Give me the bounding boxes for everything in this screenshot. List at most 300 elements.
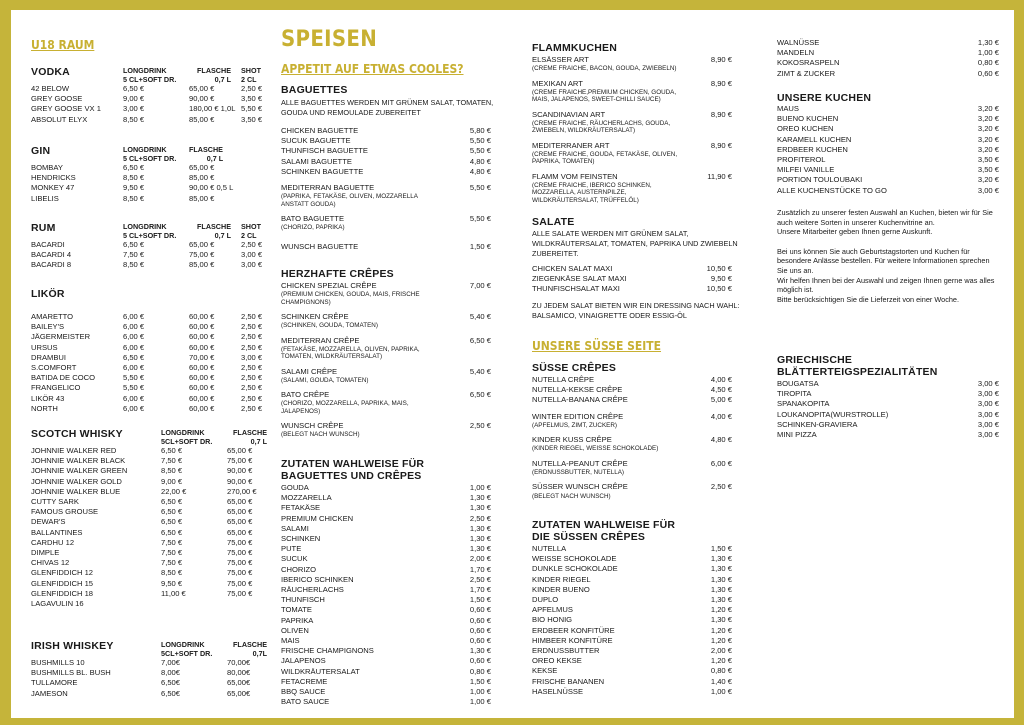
item-name: FETAKÄSE	[281, 503, 321, 513]
item-name: 42 BELOW	[31, 84, 69, 93]
screpe-item	[532, 385, 748, 395]
price-flasche: 70,00 €	[189, 352, 215, 362]
szutat-row	[532, 656, 748, 666]
item-price: 3,00 €	[977, 430, 999, 440]
item-price: 4,00 €	[710, 411, 732, 421]
flamm-column	[532, 10, 760, 718]
item-price: 5,80 €	[469, 126, 491, 135]
price-flasche: 70,00€	[227, 658, 251, 667]
price-flasche: 80,00€	[227, 668, 251, 678]
item-price: 4,50 €	[710, 385, 732, 395]
item-name: SCHINKEN-GRAVIERA	[777, 419, 858, 429]
zutat-row	[281, 595, 507, 605]
item-name: BACARDI 4	[31, 250, 72, 260]
screpe-item	[532, 482, 748, 500]
price-longdrink: 9,00 €	[123, 94, 145, 104]
flamm-list	[532, 55, 748, 204]
szutaten-list	[532, 544, 748, 697]
topping-row	[777, 69, 999, 79]
item-name: GOUDA	[281, 483, 309, 492]
kuchen-row	[777, 175, 999, 185]
scotch-row	[31, 507, 267, 517]
item-name: APFELMUS	[532, 605, 573, 615]
gin-title: GIN	[31, 145, 51, 157]
item-name: GREY GOOSE VX 1	[31, 104, 101, 114]
salate-intro: ALLE SALATE WERDEN MIT GRÜNEM SALAT, WILDKRÄUTERSALAT, TOMATEN, PAPRIKA UND ZWIEBELN ZUBEREITET.	[532, 229, 738, 258]
item-name: BACARDI 8	[31, 260, 72, 270]
med-baguette-name: MEDITERRAN BAGUETTE	[281, 183, 375, 193]
scotch-h1b: 5CL+SOFT DR.	[161, 437, 213, 446]
item-name: ALLE KUCHENSTÜCKE TO GO	[777, 185, 887, 195]
item-price: 0,80 €	[469, 666, 491, 676]
item-price: 1,30 €	[710, 564, 732, 574]
item-name: KINDER KUSS CRÊPE	[532, 435, 612, 445]
szutat-row	[532, 636, 748, 646]
item-name: MEDITERRANER ART	[532, 140, 610, 150]
item-head	[532, 110, 748, 120]
item-desc: (CREME FRAICHE, BACON, GOUDA, ZWIEBELN)	[532, 65, 677, 73]
zutat-row	[281, 534, 507, 544]
item-head	[532, 482, 748, 492]
item-name: BACARDI	[31, 240, 65, 249]
item-price: 4,00 €	[710, 375, 732, 384]
zutat-row	[281, 575, 507, 585]
irish-h2b: 0,7L	[252, 649, 267, 658]
price-flasche: 65,00 €	[227, 446, 253, 455]
gin-row	[31, 194, 267, 204]
item-name: MILFEI VANILLE	[777, 165, 835, 175]
item-price: 0,60 €	[469, 605, 491, 615]
scotch-row	[31, 497, 267, 507]
item-name: THUNFISCHSALAT MAXI	[532, 284, 620, 294]
scotch-row	[31, 589, 267, 599]
item-name: LIKÖR 43	[31, 393, 65, 403]
price-flasche: 60,00 €	[189, 312, 215, 321]
price-flasche: 75,00 €	[227, 537, 253, 547]
item-name: RÄUCHERLACHS	[281, 585, 344, 595]
baguette-row	[281, 126, 507, 136]
screpe-item	[532, 459, 748, 477]
item-name: NUTELLA-PEANUT CRÊPE	[532, 458, 628, 468]
item-price: 0,80 €	[710, 666, 732, 676]
price-longdrink: 9,50 €	[123, 183, 145, 193]
bato-baguette-name: BATO BAGUETTE	[281, 214, 345, 224]
crepe-item	[281, 281, 507, 306]
gin-row	[31, 173, 267, 183]
price-flasche: 75,00 €	[227, 588, 253, 598]
item-name: OREO KEKSE	[532, 656, 582, 666]
likor-row	[31, 353, 267, 363]
price-flasche: 60,00 €	[189, 332, 215, 342]
kuchen-row	[777, 135, 999, 145]
kuchen-info-5: Bitte berücksichtigen Sie die Lieferzeit von einer Woche.	[777, 294, 959, 304]
price-flasche: 65,00 €	[189, 84, 215, 93]
item-price: 1,00 €	[710, 686, 732, 696]
item-price: 1,30 €	[710, 584, 732, 594]
price-longdrink: 7,50 €	[161, 456, 183, 466]
price-longdrink: 8,50 €	[161, 466, 183, 476]
item-name: THUNFISCH	[281, 595, 325, 605]
vodka-h2b: 0,7 L	[214, 75, 231, 84]
zutat-row	[281, 483, 507, 493]
item-name: BATO SAUCE	[281, 697, 330, 707]
price-longdrink: 8,50 €	[161, 568, 183, 578]
kuchen-row	[777, 145, 999, 155]
price-longdrink: 8,00€	[161, 668, 181, 678]
item-price: 0,60 €	[469, 636, 491, 646]
griech-row	[777, 399, 999, 409]
zutat-row	[281, 544, 507, 554]
item-name: KOKOSRASPELN	[777, 58, 840, 68]
salate-note: ZU JEDEM SALAT BIETEN WIR EIN DRESSING NACH WAHL: BALSAMICO, VINAIGRETTE ODER ESSIG-ÖL	[532, 300, 740, 320]
item-price: 1,40 €	[710, 676, 732, 686]
salat-row	[532, 274, 748, 284]
item-price: 1,30 €	[469, 503, 491, 513]
price-shot: 2,50 €	[241, 342, 263, 352]
szutat-row	[532, 595, 748, 605]
item-price: 1,30 €	[977, 38, 999, 47]
item-price: 1,00 €	[469, 687, 491, 697]
item-name: MONKEY 47	[31, 183, 75, 193]
likor-row	[31, 312, 267, 322]
item-name: NUTELLA CRÊPE	[532, 375, 595, 384]
item-name: ERDBEER KONFITÜRE	[532, 625, 615, 635]
item-name: PORTION TOULOUBAKI	[777, 175, 863, 185]
salate-title: SALATE	[532, 216, 575, 228]
item-name: SALAMI	[281, 523, 309, 533]
likor-row	[31, 363, 267, 373]
scotch-row	[31, 487, 267, 497]
item-name: NUTELLA-KEKSE CRÊPE	[532, 385, 623, 395]
item-name: BBQ SAUCE	[281, 687, 326, 697]
item-name: KINDER BUENO	[532, 584, 590, 594]
price-flasche: 75,00 €	[189, 250, 215, 260]
item-name: SUCUK BAGUETTE	[281, 136, 351, 146]
item-name: DIMPLE	[31, 548, 60, 558]
price-shot: 2,50 €	[241, 393, 263, 403]
item-name: DUNKLE SCHOKOLADE	[532, 564, 618, 574]
crepe-item	[281, 390, 507, 415]
price-longdrink: 7,50 €	[161, 558, 183, 568]
item-price: 1,30 €	[469, 523, 491, 533]
item-price: 3,20 €	[977, 114, 999, 124]
zutat-row	[281, 656, 507, 666]
gin-h1: LONGDRINK	[123, 145, 167, 154]
price-flasche: 60,00 €	[189, 342, 215, 352]
price-longdrink: 11,00 €	[161, 588, 186, 598]
likor-row	[31, 332, 267, 342]
item-name: LIBELIS	[31, 193, 59, 203]
item-name: WALNÜSSE	[777, 38, 820, 47]
item-name: JÄGERMEISTER	[31, 332, 91, 342]
item-price: 2,00 €	[469, 554, 491, 564]
screpe-item	[532, 375, 748, 385]
item-name: HIMBEER KONFITÜRE	[532, 635, 613, 645]
item-price: 3,20 €	[977, 124, 999, 134]
item-name: HASELNÜSSE	[532, 686, 584, 696]
item-name: PROFITEROL	[777, 155, 826, 165]
szutat-row	[532, 585, 748, 595]
szutat-row	[532, 544, 748, 554]
price-flasche: 90,00 €	[227, 476, 253, 486]
item-price: 4,80 €	[469, 166, 491, 176]
price-flasche: 90,00 €	[227, 466, 253, 476]
likor-row	[31, 343, 267, 353]
likor-row	[31, 373, 267, 383]
item-price: 3,20 €	[977, 134, 999, 144]
item-name: MAIS	[281, 636, 300, 646]
item-head	[532, 412, 748, 422]
kuchen-row	[777, 124, 999, 134]
item-price: 1,30 €	[710, 595, 732, 605]
zutat-row	[281, 636, 507, 646]
item-desc: (SALAMI, GOUDA, TOMATEN)	[281, 376, 369, 384]
price-shot: 2,50 €	[241, 322, 263, 332]
price-flasche: 90,00 € 0,5 L	[189, 183, 234, 193]
price-longdrink: 7,00€	[161, 658, 181, 667]
item-price: 1,30 €	[710, 615, 732, 625]
flamm-item	[532, 172, 748, 204]
rum-h2: FLASCHE	[197, 222, 231, 231]
vodka-h1: LONGDRINK	[123, 66, 167, 75]
scotch-title: SCOTCH WHISKY	[31, 428, 123, 440]
vodka-row	[31, 84, 267, 94]
price-shot: 3,00 €	[241, 250, 263, 260]
item-name: JOHNNIE WALKER RED	[31, 446, 117, 455]
price-shot: 2,50 €	[241, 84, 263, 93]
item-name: FRISCHE BANANEN	[532, 676, 605, 686]
flamm-item	[532, 79, 748, 104]
item-price: 2,00 €	[710, 646, 732, 656]
price-flasche: 85,00 €	[189, 114, 215, 124]
rum-title: RUM	[31, 222, 56, 234]
item-price: 5,40 €	[469, 366, 491, 376]
item-price: 5,50 €	[469, 146, 491, 156]
screpes-title: SÜSSE CRÊPES	[532, 362, 617, 374]
price-shot: 3,00 €	[241, 352, 263, 362]
price-longdrink: 6,50 €	[123, 352, 145, 362]
item-name: BUENO KUCHEN	[777, 114, 839, 124]
bato-baguette-price: 5,50 €	[469, 214, 491, 224]
rum-h2b: 0,7 L	[214, 231, 231, 240]
price-longdrink: 6,50€	[161, 688, 181, 698]
item-price: 3,20 €	[977, 104, 999, 113]
item-name: SCHINKEN CRÊPE	[281, 312, 349, 322]
item-name: PUTE	[281, 544, 302, 554]
item-name: CHORIZO	[281, 564, 317, 574]
item-price: 0,80 €	[977, 58, 999, 68]
topping-row	[777, 48, 999, 58]
item-name: CHICKEN BAGUETTE	[281, 126, 359, 135]
item-price: 1,00 €	[469, 697, 491, 707]
item-name: KEKSE	[532, 666, 558, 676]
zutat-row	[281, 565, 507, 575]
szutat-row	[532, 687, 748, 697]
item-name: OREO KUCHEN	[777, 124, 834, 134]
gin-list	[31, 163, 267, 204]
rum-row	[31, 240, 267, 250]
price-shot: 5,50 €	[241, 104, 263, 114]
item-name: ZIEGENKÄSE SALAT MAXI	[532, 274, 627, 284]
baguette-row	[281, 136, 507, 146]
item-price: 1,70 €	[469, 585, 491, 595]
item-price: 1,00 €	[469, 483, 491, 492]
item-price: 1,20 €	[710, 625, 732, 635]
item-head	[532, 459, 748, 469]
zutat-row	[281, 677, 507, 687]
item-head	[532, 79, 748, 89]
item-name: SCHINKEN	[281, 534, 321, 544]
irish-row	[31, 658, 267, 668]
price-longdrink: 9,50 €	[161, 578, 183, 588]
item-name: TOMATE	[281, 605, 312, 615]
item-head	[532, 375, 748, 385]
price-longdrink: 6,50 €	[161, 517, 183, 527]
item-name: WEISSE SCHOKOLADE	[532, 554, 617, 564]
price-flasche: 60,00 €	[189, 403, 215, 413]
scotch-h2: FLASCHE	[233, 428, 267, 437]
item-head	[281, 336, 507, 346]
item-name: LAGAVULIN 16	[31, 599, 84, 609]
item-price: 1,50 €	[710, 544, 732, 553]
price-flasche: 75,00 €	[227, 558, 253, 568]
item-name: MAUS	[777, 104, 799, 113]
item-name: TIROPITA	[777, 389, 812, 399]
item-price: 4,80 €	[469, 156, 491, 166]
item-price: 9,50 €	[710, 274, 732, 284]
scotch-list	[31, 446, 267, 609]
price-longdrink: 6,50 €	[161, 446, 183, 455]
kuchen-info-4: Wir helfen Ihnen bei der Auswahl und zeigen Ihnen gerne was alles möglich ist.	[777, 275, 995, 295]
irish-list	[31, 658, 267, 699]
price-shot: 2,50 €	[241, 240, 263, 249]
item-price: 3,20 €	[977, 144, 999, 154]
item-price: 8,90 €	[710, 140, 732, 150]
price-flasche: 85,00 €	[189, 193, 215, 203]
item-name: JOHNNIE WALKER BLACK	[31, 456, 126, 466]
griech-row	[777, 410, 999, 420]
zutat-row	[281, 626, 507, 636]
item-price: 8,90 €	[710, 109, 732, 119]
scotch-h1: LONGDRINK	[161, 428, 205, 437]
scotch-row	[31, 517, 267, 527]
scotch-row	[31, 466, 267, 476]
item-name: NUTELLA-BANANA CRÊPE	[532, 395, 628, 405]
zutat-row	[281, 503, 507, 513]
item-name: SALAMI CRÊPE	[281, 366, 338, 376]
price-flasche: 60,00 €	[189, 393, 215, 403]
kuchen-row	[777, 186, 999, 196]
crepe-item	[281, 312, 507, 330]
zutat-row	[281, 493, 507, 503]
item-name: PREMIUM CHICKEN	[281, 513, 354, 523]
item-name: GLENFIDDICH 15	[31, 578, 94, 588]
vodka-h2: FLASCHE	[197, 66, 231, 75]
item-name: BATO CRÊPE	[281, 390, 330, 400]
rum-row	[31, 260, 267, 270]
item-price: 10,50 €	[706, 264, 732, 273]
crepe-item	[281, 421, 507, 439]
item-name: BUSHMILLS BL. BUSH	[31, 668, 111, 678]
topping-row	[777, 58, 999, 68]
item-price: 5,50 €	[469, 136, 491, 146]
screpe-item	[532, 412, 748, 430]
scotch-row	[31, 568, 267, 578]
item-name: TULLAMORE	[31, 678, 78, 688]
item-price: 11,90 €	[707, 171, 732, 181]
item-price: 8,90 €	[710, 78, 732, 88]
vodka-list	[31, 84, 267, 125]
item-name: MEDITERRAN CRÊPE	[281, 335, 360, 345]
item-name: WILDKRÄUTERSALAT	[281, 666, 360, 676]
item-name: ERDNUSSBUTTER	[532, 646, 600, 656]
item-price: 1,30 €	[469, 544, 491, 554]
item-price: 0,60 €	[469, 615, 491, 625]
price-longdrink: 6,50 €	[161, 507, 183, 517]
wunsch-baguette-price: 1,50 €	[469, 241, 491, 251]
griech-row	[777, 430, 999, 440]
item-price: 2,50 €	[469, 421, 491, 431]
item-name: ABSOLUT ELYX	[31, 114, 88, 124]
vodka-h1b: 5 CL+SOFT DR.	[123, 75, 177, 84]
vodka-h3: SHOT	[241, 66, 261, 75]
med-baguette-price: 5,50 €	[469, 183, 491, 193]
price-shot: 2,50 €	[241, 373, 263, 383]
scotch-row	[31, 528, 267, 538]
speisen-subtitle: APPETIT AUF ETWAS COOLES?	[281, 62, 464, 76]
price-longdrink: 5,50 €	[123, 373, 145, 383]
rum-h1: LONGDRINK	[123, 222, 167, 231]
kuchen-info-1: Zusätzlich zu unserer festen Auswahl an Kuchen, bieten wir für Sie auch weitere Sorten in unserer Kuchenvitrine an.	[777, 208, 993, 227]
item-name: DEWAR'S	[31, 517, 66, 527]
item-name: GLENFIDDICH 12	[31, 568, 94, 578]
kuchen-info-3: Bei uns können Sie auch Geburtstagstorten und Kuchen für besondere Anlässe bestellen. Für weitere Informationen sprechen Sie uns an.	[777, 246, 990, 275]
item-name: BALLANTINES	[31, 527, 83, 537]
crepes-title: HERZHAFTE CRÊPES	[281, 268, 394, 280]
item-desc: (APFELMUS, ZIMT, ZUCKER)	[532, 421, 618, 429]
item-name: IBERICO SCHINKEN	[281, 574, 354, 584]
item-price: 5,00 €	[710, 395, 732, 405]
item-price: 2,50 €	[469, 574, 491, 584]
suesse-title: UNSERE SÜSSE SEITE	[532, 339, 661, 353]
item-name: NUTELLA	[532, 544, 567, 553]
zutat-row	[281, 667, 507, 677]
zutaten-list	[281, 483, 507, 707]
item-name: SALAMI BAGUETTE	[281, 156, 352, 166]
item-name: JAMESON	[31, 688, 68, 698]
irish-h2: FLASCHE	[233, 640, 267, 649]
vodka-title: VODKA	[31, 66, 70, 78]
item-price: 3,00 €	[977, 409, 999, 419]
szutat-row	[532, 554, 748, 564]
price-longdrink: 22,00 €	[161, 486, 187, 496]
baguette-list	[281, 126, 507, 177]
item-name: WINTER EDITION CRÊPE	[532, 411, 624, 421]
item-price: 1,50 €	[469, 595, 491, 605]
price-flasche: 180,00 € 1,0L	[189, 104, 236, 114]
price-longdrink: 8,50 €	[123, 173, 145, 183]
item-name: SPANAKOPITA	[777, 399, 830, 409]
salat-row	[532, 284, 748, 294]
item-name: BOMBAY	[31, 163, 63, 172]
item-price: 1,20 €	[710, 635, 732, 645]
price-longdrink: 6,00 €	[123, 393, 145, 403]
item-name: AMARETTO	[31, 312, 74, 321]
scotch-row	[31, 477, 267, 487]
item-desc: (SCHINKEN, GOUDA, TOMATEN)	[281, 322, 378, 330]
likor-row	[31, 383, 267, 393]
price-longdrink: 7,50 €	[161, 548, 183, 558]
